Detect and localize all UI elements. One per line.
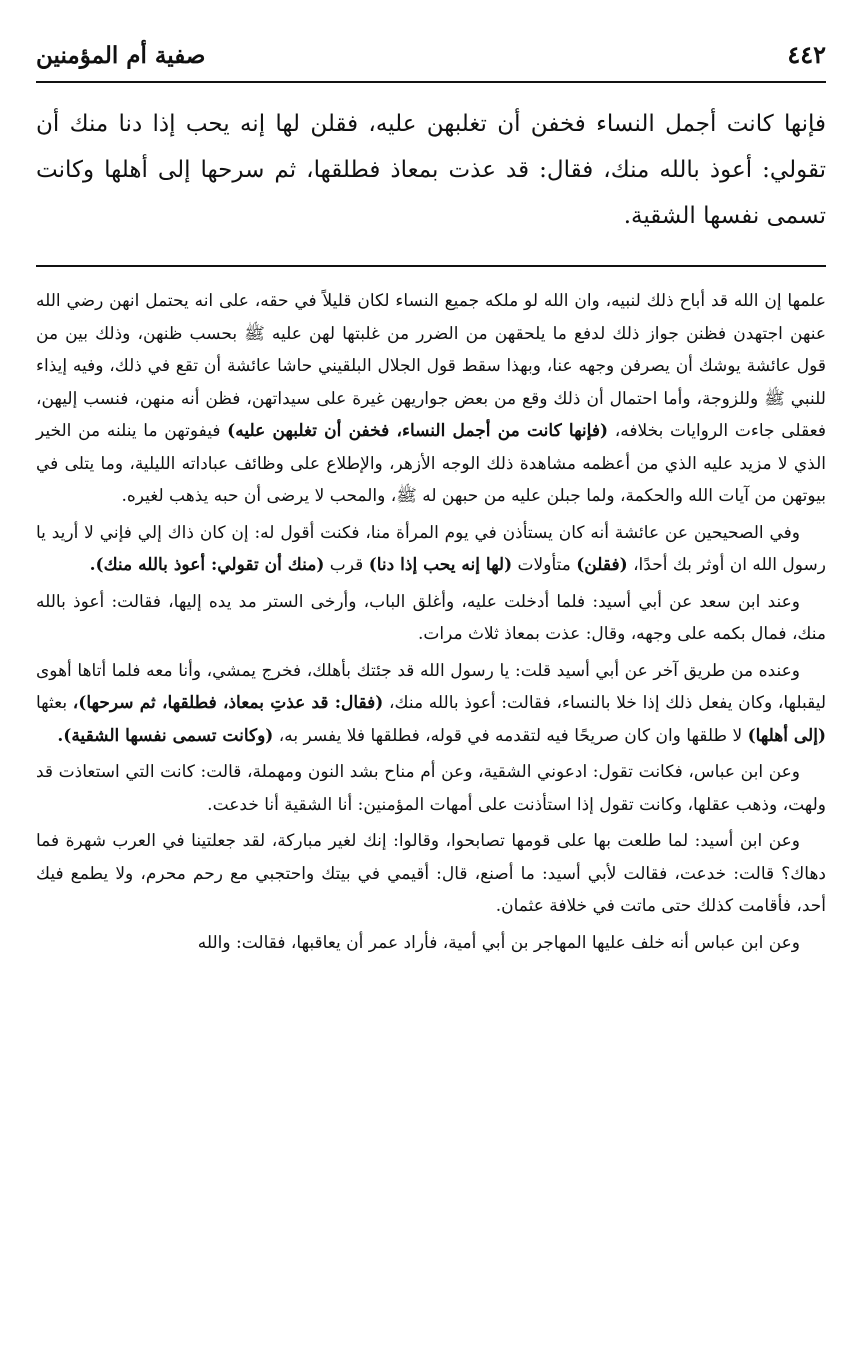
page-header	[36, 40, 826, 83]
page-number: ٤٤٢	[787, 40, 826, 69]
commentary-text: بعثها	[36, 693, 68, 713]
commentary-paragraph-2	[36, 517, 826, 582]
commentary-text: قرب	[329, 555, 364, 575]
commentary-divider	[36, 265, 826, 267]
commentary-paragraph-1	[36, 285, 826, 513]
commentary-text: وعنده من طريق آخر عن أبي أسيد قلت: يا رسول الله قد جئتك بأهلك، فخرج يمشي، وأنا معه فلما أتاها أهوى ليقبلها، وكان يفعل ذلك إذا خلا بالنساء، فقالت: أعوذ بالله منك،	[36, 660, 827, 713]
quoted-text: (فإنها كانت من أجمل النساء، فخفن أن تغلبهن عليه)	[227, 421, 609, 441]
commentary-paragraph-5: وعن ابن عباس، فكانت تقول: ادعوني الشقية، وعن أم مناح بشد النون ومهملة، قالت: كانت التي استعاذت قد ولهت، وذهب عقلها، وكانت تقول إذا استأذنت على أمهات المؤمنين: أنا الشقية أنا خدعت.	[36, 762, 826, 815]
quoted-text: (فقال: قد عذتِ بمعاذ، فطلقها، ثم سرحها)،	[72, 693, 384, 713]
quoted-text: (وكانت تسمى نفسها الشقية).	[57, 725, 274, 746]
commentary-text: متأولات	[517, 555, 571, 575]
commentary	[36, 285, 826, 959]
commentary-paragraph-7: وعن ابن عباس أنه خلف عليها المهاجر بن أبي أمية، فأراد عمر أن يعاقبها، فقالت: والله	[197, 932, 800, 953]
commentary-paragraph-6: وعن ابن أسيد: لما طلعت بها على قومها تصابحوا، وقالوا: إنك لغير مباركة، لقد جعلتينا في العرب شهرة فما دهاك؟ قالت: خدعت، فقالت لأبي أسيد: ما أصنع، قال: أقيمي في بيتك واحتجبي مع رحم محرم، ولا يطمع فيك أحد، فأقامت كذلك حتى ماتت في خلافة عثمان.	[36, 831, 826, 916]
main-text	[36, 101, 826, 239]
main-paragraph: فإنها كانت أجمل النساء فخفن أن تغلبهن عليه، فقلن لها إنه يحب إذا دنا منك أن تقولي: أعوذ بالله منك، فقال: قد عذت بمعاذ فطلقها، ثم سرحها إلى أهلها وكانت تسمى نفسها الشقية.	[36, 111, 826, 229]
commentary-text: علمها إن الله قد أباح ذلك لنبيه، وان الله لو ملكه جميع النساء لكان قليلاً في حقه، على انه يحتمل انهن رضي الله عنهن اجتهدن فظنن جواز ذلك لدفع ما يلحقهن من الضرر من غلبتها لهن عليه ﷺ بحسب ظنهن، وذلك بين من قول عائشة يوشك أن يصرفن وجهه عنا، وبهذا سقط قول الجلال البلقيني حاشا عائشة أن تقع في ذلك، وفيه إيذاء للنبي ﷺ وللزوجة، وأما احتمال أن ذلك وقع من بعض جواريهن غيرة على سيداتهن، فظن أنه منهن، فنسب إليهن، فعقلى جاءت الروايات بخلافه،	[36, 291, 826, 441]
quoted-text: (منك أن تقولي: أعوذ بالله منك).	[89, 555, 325, 575]
commentary-paragraph-3: وعند ابن سعد عن أبي أسيد: فلما أدخلت عليه، وأغلق الباب، وأرخى الستر مد يده إليها، فقالت: أعوذ بالله منك، فمال بكمه على وجهه، وقال: عذت بمعاذ ثلاث مرات.	[36, 591, 826, 644]
commentary-text: فيفوتهن ما ينلنه من الخير الذي لا مزيد عليه الذي من أعظمه مشاهدة ذلك الوجه الأزهر، والإطلاع على وظائف عباداته الليلية، وما يتلى في بيوتهن من آيات الله والحكمة، ولما جبلن عليه من حبهن له ﷺ، والمحب لا يرضى أن حبه يذهب لغيره.	[36, 421, 826, 506]
quoted-text: (إلى أهلها)	[747, 725, 826, 746]
quoted-text: (فقلن)	[576, 555, 628, 575]
commentary-text: وفي الصحيحين عن عائشة أنه كان يستأذن في يوم المرأة منا، فكنت أقول له: إن كان ذاك إلي فإني لا أريد يا رسول الله ان أوثر بك أحدًا،	[36, 522, 826, 575]
running-title: صفية أم المؤمنين	[36, 42, 206, 69]
commentary-text: لا طلقها وان كان صريحًا فيه لتقدمه في قوله، فطلقها فلا يفسر به،	[278, 725, 743, 746]
commentary-paragraph-4	[36, 655, 826, 753]
quoted-text: (لها إنه يحب إذا دنا)	[368, 555, 513, 575]
